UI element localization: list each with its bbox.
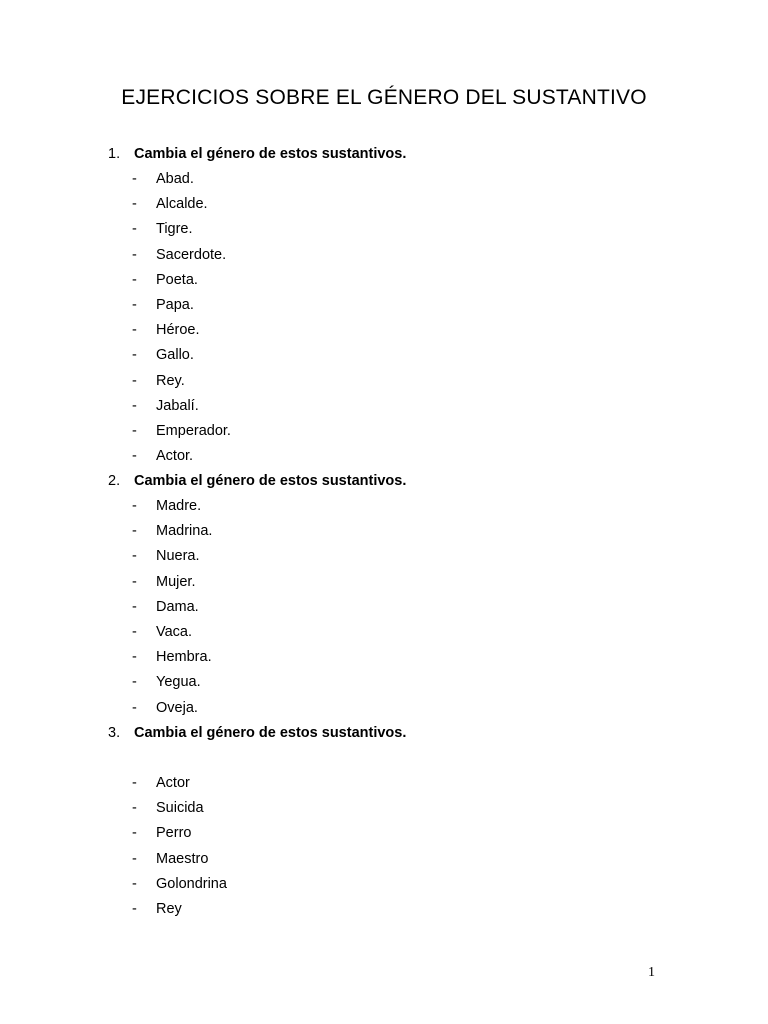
list-item (108, 494, 708, 519)
bullet-dash: - (132, 322, 137, 339)
list-item (108, 268, 708, 293)
bullet-dash: - (132, 674, 137, 691)
item-text: Rey (156, 900, 182, 917)
section-number: 3. (108, 725, 121, 741)
item-text: Papa. (156, 296, 194, 313)
section-instruction: Cambia el género de estos sustantivos. (134, 473, 407, 489)
word-list (108, 167, 708, 469)
bullet-dash: - (132, 573, 137, 590)
item-text: Sacerdote. (156, 246, 227, 263)
section-header (108, 724, 708, 742)
bullet-dash: - (132, 422, 137, 439)
item-text: Gallo. (156, 347, 194, 364)
bullet-dash: - (132, 649, 137, 666)
item-text: Vaca. (156, 623, 193, 640)
word-list (108, 494, 708, 721)
item-text: Actor. (156, 448, 194, 465)
list-item (108, 670, 708, 695)
list-item (108, 419, 708, 444)
item-text: Actor (156, 775, 190, 791)
page-number: 1 (648, 965, 655, 980)
list-item (108, 620, 708, 645)
bullet-dash: - (132, 448, 137, 465)
list-item (108, 192, 708, 217)
list-item (108, 897, 708, 922)
list-item (108, 847, 708, 872)
item-text: Oveja. (156, 699, 198, 716)
bullet-dash: - (132, 347, 137, 364)
bullet-dash: - (132, 372, 137, 389)
bullet-dash: - (132, 296, 137, 313)
item-text: Madre. (156, 498, 202, 514)
list-item (108, 369, 708, 394)
list-item (108, 872, 708, 897)
item-text: Emperador. (156, 422, 231, 439)
item-text: Dama. (156, 598, 199, 615)
bullet-dash: - (132, 498, 137, 514)
section-number: 1. (108, 146, 121, 162)
bullet-dash: - (132, 699, 137, 716)
item-text: Abad. (156, 171, 194, 187)
list-item (108, 293, 708, 318)
exercise-section-1 (108, 145, 708, 469)
list-item (108, 796, 708, 821)
exercise-section-3 (108, 724, 708, 922)
item-text: Yegua. (156, 674, 201, 691)
item-text: Suicida (156, 800, 204, 817)
bullet-dash: - (132, 775, 137, 791)
section-instruction: Cambia el género de estos sustantivos. (134, 146, 407, 162)
bullet-dash: - (132, 271, 137, 288)
item-text: Jabalí. (156, 397, 199, 414)
list-item (108, 243, 708, 268)
list-item (108, 570, 708, 595)
item-text: Perro (156, 825, 192, 842)
word-list (108, 771, 708, 922)
list-item (108, 544, 708, 569)
list-item (108, 394, 708, 419)
item-text: Tigre. (156, 221, 193, 238)
section-instruction: Cambia el género de estos sustantivos. (134, 725, 407, 741)
item-text: Héroe. (156, 322, 200, 339)
bullet-dash: - (132, 825, 137, 842)
bullet-dash: - (132, 800, 137, 817)
item-text: Rey. (156, 372, 185, 389)
bullet-dash: - (132, 850, 137, 867)
bullet-dash: - (132, 397, 137, 414)
list-item (108, 318, 708, 343)
page-title: EJERCICIOS SOBRE EL GÉNERO DEL SUSTANTIVO (121, 86, 647, 109)
list-item (108, 696, 708, 721)
section-header (108, 472, 708, 490)
list-item (108, 595, 708, 620)
list-item (108, 771, 708, 796)
list-item (108, 444, 708, 469)
bullet-dash: - (132, 523, 137, 540)
item-text: Hembra. (156, 649, 212, 666)
list-item (108, 821, 708, 846)
list-item (108, 645, 708, 670)
bullet-dash: - (132, 900, 137, 917)
list-item (108, 519, 708, 544)
bullet-dash: - (132, 623, 137, 640)
bullet-dash: - (132, 246, 137, 263)
item-text: Maestro (156, 850, 209, 867)
bullet-dash: - (132, 598, 137, 615)
list-item (108, 217, 708, 242)
item-text: Poeta. (156, 271, 198, 288)
bullet-dash: - (132, 548, 137, 565)
bullet-dash: - (132, 221, 137, 238)
item-text: Nuera. (156, 548, 200, 565)
section-header (108, 145, 708, 163)
list-item (108, 167, 708, 192)
item-text: Mujer. (156, 573, 196, 590)
list-item (108, 343, 708, 368)
section-number: 2. (108, 473, 121, 489)
item-text: Madrina. (156, 523, 213, 540)
bullet-dash: - (132, 171, 137, 187)
bullet-dash: - (132, 196, 137, 213)
item-text: Golondrina (156, 875, 227, 892)
item-text: Alcalde. (156, 196, 208, 213)
bullet-dash: - (132, 875, 137, 892)
exercise-section-2 (108, 472, 708, 721)
